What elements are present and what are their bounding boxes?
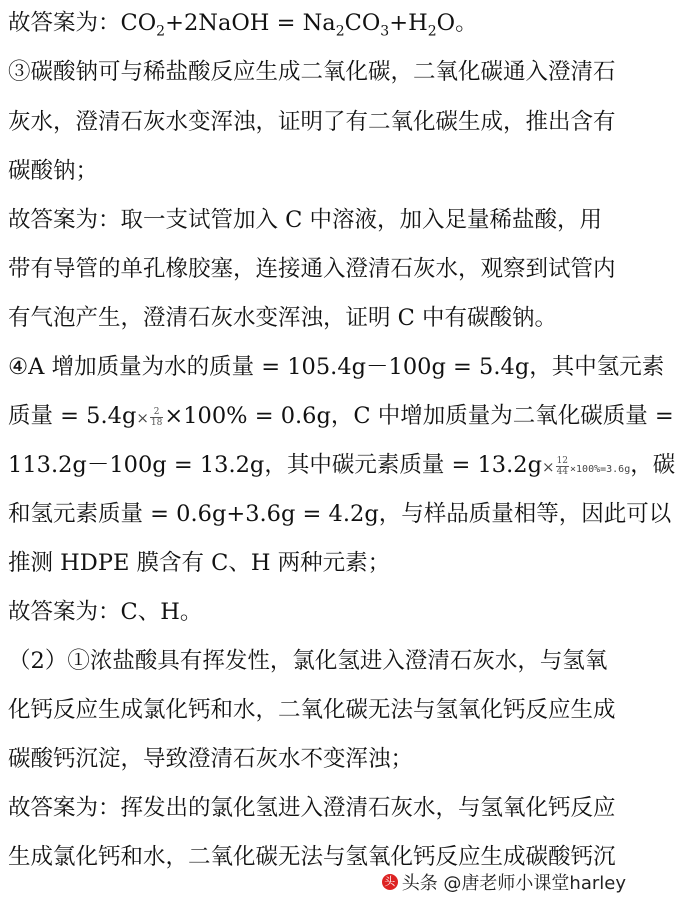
text-line-3: 灰水，澄清石灰水变浑浊，证明了有二氧化碳生成，推出含有 [8,109,616,135]
text-line-7: 有气泡产生，澄清石灰水变浑浊，证明 C 中有碳酸钠。 [8,305,558,331]
text-line-8: ④A 增加质量为水的质量 = 105.4g－100g = 5.4g，其中氢元素 [8,354,665,380]
text-line-4: 碳酸钠； [8,158,99,184]
text-line-18: 生成氯化钙和水，二氧化碳无法与氢氧化钙反应生成碳酸钙沉 [8,844,616,870]
text-line-2: ③碳酸钠可与稀盐酸反应生成二氧化碳，二氧化碳通入澄清石 [8,59,616,85]
text-line-1: 故答案为：$CO_2+2NaOH = Na_2CO_3+H_2O$。 [8,10,478,40]
text-line-15: 化钙反应生成氯化钙和水，二氧化碳无法与氢氧化钙反应生成 [8,697,616,723]
text-line-14: （2）①浓盐酸具有挥发性，氯化氢进入澄清石灰水，与氢氧 [8,648,608,674]
text-line-5: 故答案为：取一支试管加入 C 中溶液，加入足量稀盐酸，用 [8,207,603,233]
text-line-9: 质量 = 5.4g× $\frac{2}{18}$ ×100% = 0.6g，C 中增加质量为二氧化碳质量 = [8,403,674,429]
text-line-17: 故答案为：挥发出的氯化氢进入澄清石灰水，与氢氧化钙反应 [8,795,616,821]
watermark-text: 头条 @唐老师小课堂harley [401,873,626,894]
text-line-11: 和氢元素质量 = 0.6g+3.6g = 4.2g，与样品质量相等，因此可以 [8,501,672,527]
text-line-16: 碳酸钙沉淀，导致澄清石灰水不变浑浊； [8,746,414,772]
text-line-12: 推测 HDPE 膜含有 C、H 两种元素； [8,550,391,576]
fraction-12-44: $\frac{12}{44}$ [556,455,569,477]
watermark [382,869,626,895]
fraction-2-18: $\frac{2}{18}$ [150,406,163,428]
text-line-6: 带有导管的单孔橡胶塞，连接通入澄清石灰水，观察到试管内 [8,256,616,282]
toutiao-logo-icon: 头 [382,874,398,890]
text-line-13: 故答案为：C、H。 [8,599,203,625]
text-line-10: 113.2g－100g = 13.2g，其中碳元素质量 = 13.2g× $\frac{12}{44}$ ×100%=3.6g，碳 [8,452,675,478]
